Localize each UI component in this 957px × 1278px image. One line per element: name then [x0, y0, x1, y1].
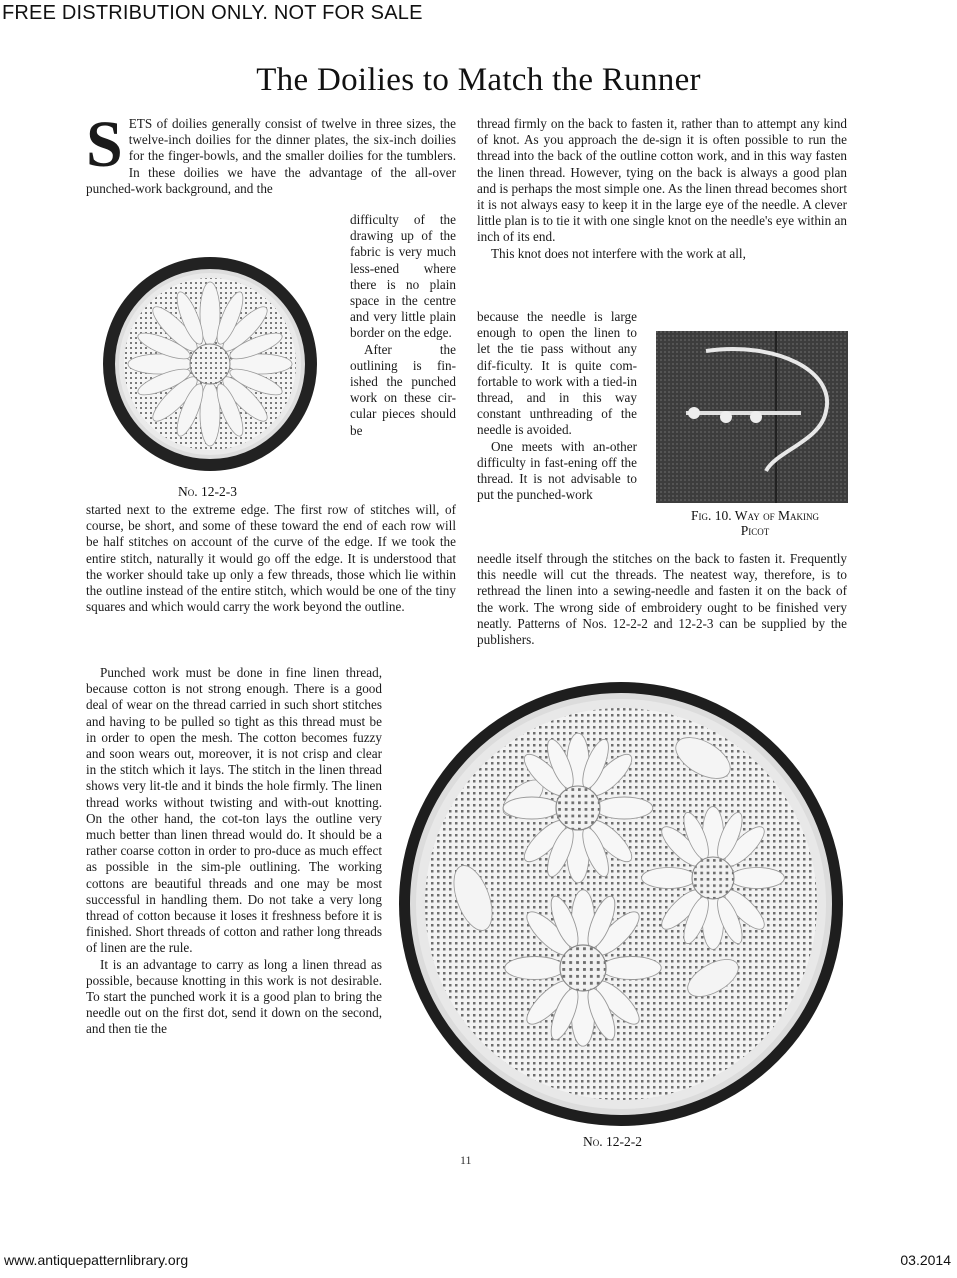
col2-paragraph-3-start: One meets with an-other difficulty in fast-ening off the thread. It is not advisable to put the punched-work	[477, 438, 637, 503]
footer-date: 03.2014	[900, 1252, 951, 1268]
col2-top	[477, 116, 847, 262]
distribution-notice: FREE DISTRIBUTION ONLY. NOT FOR SALE	[2, 2, 423, 24]
footer-site-link[interactable]: www.antiquepatternlibrary.org	[4, 1252, 189, 1268]
col1-body	[86, 502, 456, 615]
col1-intro	[86, 108, 456, 197]
fig10-caption-line2: Picot	[740, 523, 770, 538]
large-doily-caption: No. 12-2-2	[583, 1134, 642, 1149]
large-doily-image	[383, 678, 861, 1130]
small-doily-image	[100, 252, 320, 482]
drop-cap: S	[86, 108, 123, 181]
col2-narrow	[477, 309, 637, 503]
col1-paragraph-3: Punched work must be done in fine linen thread, because cotton is not strong enough. There is a good deal of wear on the thread carried in such short stitches and having to be pulled so tight as this thread must be in order to open the mesh. The cotton becomes fuzzy and soon wears out, moreover, it is not crisp and clear in the stitch which it lays. The stitch in the linen thread shows very lit-tle and it binds the hole firmly. The linen thread works without twisting and with-out knotting. On the other hand, the cot-ton lays the outline very much better than linen thread would do. It should be a rather coarse cotton in order to pro-duce as much effect as possible in the sim-ple outlining. The working cottons are beautiful threads and one may be most successful in handling them. Do not take a very long thread of cotton because it loses it freshness before it is finished. Short threads of cotton and rather long threads of linen are the rule.	[86, 665, 382, 956]
col2-paragraph-1: thread firmly on the back to fasten it, rather than to attempt any kind of knot. As you approach the de-sign it is often possible to run the thread into the back of the outline cotton work, and in this way fasten the linen thread. However, tying on the back is always a good plan and is perhaps the most simple one. As the linen thread becomes short it is not always easy to keep it in the large eye of the needle. A clever little plan is to tie it with one single knot on the needle's eye within an inch of its end.	[477, 116, 847, 245]
col1-paragraph-2-start: After the outlining is fin-ished the punched work on these cir-cular pieces should be	[350, 341, 456, 438]
col1-narrow-text	[350, 212, 456, 439]
picot-figure-image	[656, 331, 848, 503]
page-title: The Doilies to Match the Runner	[256, 62, 701, 98]
col1-lower	[86, 665, 382, 1038]
col1-paragraph-4: It is an advantage to carry as long a linen thread as possible, because knotting in this work is not desirable. To start the punched work it is a good plan to bring the needle out on the first dot, send it down on the second, and then tie the	[86, 956, 382, 1037]
col1-paragraph-1-cont: difficulty of the drawing up of the fabric is very much less-ened where there is no plain space in the centre and very little plain border on the edge.	[350, 212, 456, 341]
col2-paragraph-2-lead: This knot does not interfere with the work at all,	[491, 245, 746, 261]
fig10-caption	[660, 508, 850, 538]
page-number: 11	[460, 1153, 472, 1167]
col1-paragraph-1: ETS of doilies generally consist of twelve in three sizes, the twelve-inch doilies for the dinner plates, the six-inch doilies for the finger-bowls, and the smaller doilies for the tumblers. In these doilies we have the advantage of the all-over punched-work background, and the	[86, 116, 456, 196]
col2-body	[477, 551, 847, 648]
col2-paragraph-3-cont: needle itself through the stitches on the back to fasten it. Frequently this needle will cut the threads. The neatest way, therefore, is to rethread the linen into a sewing-needle and fasten it on the back of the work. The wrong side of embroidery ought to be finished very neatly. Patterns of Nos. 12-2-2 and 12-2-3 can be supplied by the publishers.	[477, 551, 847, 648]
col2-paragraph-2-cont: because the needle is large enough to open the linen to let the tie pass without any dif-ficulty. It is quite com-fortable to work with a tied-in thread, and in this way constant unthreading of the needle is avoided.	[477, 309, 637, 438]
fig10-caption-line1: Fig. 10. Way of Making	[691, 508, 819, 523]
col1-paragraph-2-cont: started next to the extreme edge. The first row of stitches will, of course, be short, and some of these toward the end of each row will be half stitches on account of the curve of the edge. If we took the entire stitch, naturally it would go off the edge. It is understood that the worker should take up only a few threads, those which lie within the outline instead of the entire stitch, which would be one of the tiny squares and which would carry the work beyond the outline.	[86, 502, 456, 615]
small-doily-caption: No. 12-2-3	[178, 484, 237, 499]
